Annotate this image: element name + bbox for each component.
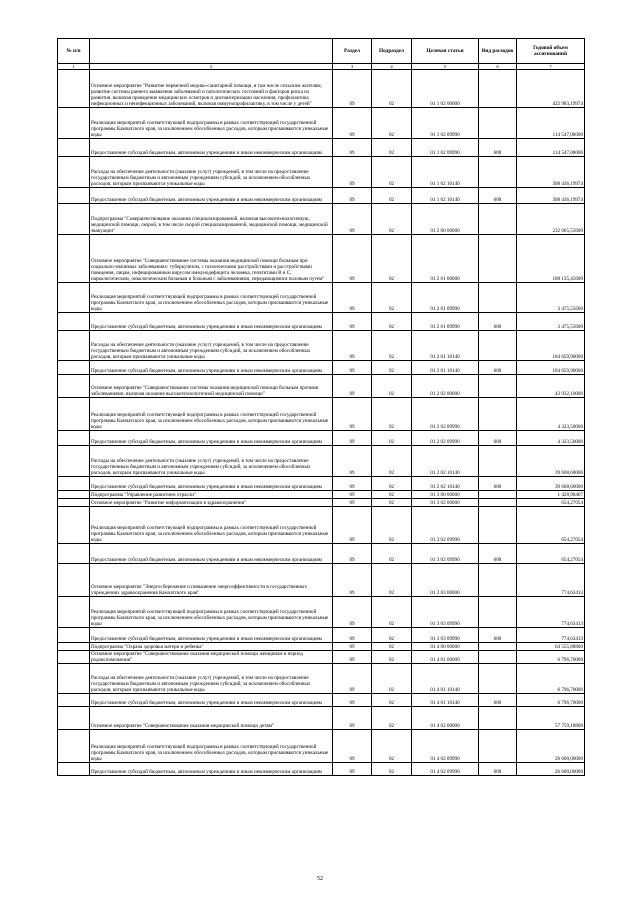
row-amount-cell: 57 759,18800 — [517, 707, 585, 730]
row-target-cell: 01 2 02 09990 — [412, 398, 479, 431]
row-target-cell: 01 3 02 00000 — [412, 499, 479, 507]
row-num-cell — [58, 139, 90, 157]
row-target-cell: 01 1 02 09990 — [412, 139, 479, 157]
row-expense-type-cell — [479, 157, 517, 188]
row-section-cell: 09 — [333, 331, 372, 361]
row-num-cell — [58, 694, 90, 707]
row-name-cell: Предоставление субсидий бюджетным, автономным учреждениям и иным некоммерческим организациям — [90, 544, 333, 564]
table-row — [58, 730, 585, 763]
row-expense-type-cell — [479, 507, 517, 544]
row-section-cell: 09 — [333, 313, 372, 331]
row-target-cell: 01 2 02 10140 — [412, 477, 479, 491]
table-row — [58, 361, 585, 375]
table-row — [58, 108, 585, 139]
row-target-cell: 01 2 02 10140 — [412, 446, 479, 477]
page-number: 52 — [317, 876, 323, 882]
row-expense-type-cell: 600 — [479, 694, 517, 707]
row-subsection-cell: 02 — [372, 544, 412, 564]
row-amount-cell: 64 555,88800 — [517, 643, 585, 651]
row-amount-cell: 39 608,60000 — [517, 477, 585, 491]
row-section-cell: 09 — [333, 108, 372, 139]
row-section-cell: 09 — [333, 499, 372, 507]
row-name-cell: Основное мероприятие "Совершенствование системы оказания медицинской помощи больным при социально-значимых заболеваниях: туберкулезом, с психическими расстройствами и расстройствами поведения, лицам, инфицированным вирусом иммунодефицита человека, гепатитами В и С, наркологическим, онкологическим больным и больным с заболеваниями, передающимися половым путем" — [90, 235, 333, 283]
row-expense-type-cell — [479, 707, 517, 730]
row-name-cell: Основное мероприятие "Совершенствование оказания медицинской помощи детям" — [90, 707, 333, 730]
table-row — [58, 664, 585, 694]
row-subsection-cell: 02 — [372, 499, 412, 507]
row-section-cell: 09 — [333, 491, 372, 499]
row-name-cell: Расходы на обеспечение деятельности (оказание услуг) учреждений, в том числе на предоставление государственным бюджетным и автономным учреждениям субсидий, за исключением обособленных расходов, которым присваиваются уникальные коды — [90, 664, 333, 694]
row-name-cell: Предоставление субсидий бюджетным, автономным учреждениям и иным некоммерческим организациям — [90, 628, 333, 643]
row-name-cell: Основное мероприятие "Развитие первичной медико-санитарной помощи, в том числе сельским жителям, развитие системы раннего выявления заболеваний и патологических состояний и факторов риска их развития, включая проведение медицинских осмотров и диспансеризации населения, профилактика инфекционных и неинфекционных заболеваний, включая иммунопрофилактику, в том числе у детей" — [90, 70, 333, 108]
table-row — [58, 628, 585, 643]
row-num-cell — [58, 664, 90, 694]
row-expense-type-cell — [479, 398, 517, 431]
row-amount-cell: 654,27054 — [517, 507, 585, 544]
row-num-cell — [58, 331, 90, 361]
row-section-cell: 09 — [333, 139, 372, 157]
header-target: Целевая статья — [412, 39, 479, 64]
row-subsection-cell: 02 — [372, 763, 412, 776]
row-target-cell: 01 4 01 00000 — [412, 651, 479, 664]
row-section-cell: 09 — [333, 361, 372, 375]
table-row — [58, 564, 585, 597]
row-num-cell — [58, 730, 90, 763]
row-section-cell: 09 — [333, 643, 372, 651]
row-subsection-cell: 02 — [372, 628, 412, 643]
row-name-cell: Расходы на обеспечение деятельности (оказание услуг) учреждений, в том числе на предоставление государственным бюджетным и автономным учреждениям субсидий, за исключением обособленных расходов, которым присваиваются уникальные коды — [90, 331, 333, 361]
row-subsection-cell: 02 — [372, 597, 412, 628]
row-num-cell — [58, 564, 90, 597]
row-section-cell: 09 — [333, 763, 372, 776]
row-amount-cell: 774,63413 — [517, 564, 585, 597]
row-amount-cell: 6 796,70000 — [517, 694, 585, 707]
row-target-cell: 01 4 00 00000 — [412, 643, 479, 651]
table-row — [58, 491, 585, 499]
table-row — [58, 694, 585, 707]
row-name-cell: Реализация мероприятий соответствующей подпрограммы в рамках соответствующей государственной программы Камчатского края, за исключением обособленных расходов, которым присваиваются уникальные коды — [90, 597, 333, 628]
row-amount-cell: 39 608,60000 — [517, 446, 585, 477]
row-expense-type-cell — [479, 446, 517, 477]
table-row — [58, 70, 585, 108]
header-section: Раздел — [333, 39, 372, 64]
row-expense-type-cell: 600 — [479, 477, 517, 491]
row-amount-cell: 4 323,50000 — [517, 398, 585, 431]
table-row — [58, 446, 585, 477]
row-expense-type-cell: 600 — [479, 544, 517, 564]
row-amount-cell: 184 659,90000 — [517, 361, 585, 375]
row-subsection-cell: 02 — [372, 283, 412, 313]
row-expense-type-cell: 600 — [479, 139, 517, 157]
row-subsection-cell: 02 — [372, 694, 412, 707]
row-name-cell: Основное мероприятие "Развитие информатизации в здравоохранении" — [90, 499, 333, 507]
table-row — [58, 707, 585, 730]
row-num-cell — [58, 204, 90, 235]
row-target-cell: 01 1 02 10140 — [412, 188, 479, 204]
row-name-cell: Предоставление субсидий бюджетным, автономным учреждениям и иным некоммерческим организациям — [90, 763, 333, 776]
row-num-cell — [58, 707, 90, 730]
row-subsection-cell: 02 — [372, 157, 412, 188]
row-name-cell: Подпрограмма "Совершенствование оказания специализированной, включая высокотехнологичную, медицинской помощи, скорой, в том числе скорой специализированной, медицинской помощи, медицинской эвакуации" — [90, 204, 333, 235]
row-name-cell: Предоставление субсидий бюджетным, автономным учреждениям и иным некоммерческим организациям — [90, 477, 333, 491]
row-amount-cell: 232 065,55600 — [517, 204, 585, 235]
row-name-cell: Основное мероприятие "Энергосбережение и повышение энергоэффективности в государственных учреждениях здравоохранения Камчатского края" — [90, 564, 333, 597]
row-section-cell: 09 — [333, 375, 372, 398]
row-target-cell: 01 1 02 10140 — [412, 157, 479, 188]
row-section-cell: 09 — [333, 664, 372, 694]
row-amount-cell: 114 547,00000 — [517, 139, 585, 157]
row-num-cell — [58, 188, 90, 204]
row-amount-cell: 308 436,19974 — [517, 157, 585, 188]
row-target-cell: 01 2 01 09990 — [412, 283, 479, 313]
row-amount-cell: 422 983,19974 — [517, 70, 585, 108]
row-expense-type-cell — [479, 70, 517, 108]
table-row — [58, 544, 585, 564]
row-subsection-cell: 02 — [372, 331, 412, 361]
row-target-cell: 01 1 02 09990 — [412, 108, 479, 139]
table-header-row — [58, 39, 585, 64]
row-amount-cell: 26 600,00000 — [517, 763, 585, 776]
column-number: 2 — [90, 64, 333, 70]
row-amount-cell: 43 932,10000 — [517, 375, 585, 398]
row-num-cell — [58, 313, 90, 331]
row-num-cell — [58, 628, 90, 643]
row-subsection-cell: 02 — [372, 398, 412, 431]
row-subsection-cell: 02 — [372, 431, 412, 446]
row-name-cell: Подпрограмма "Управление развитием отрасли" — [90, 491, 333, 499]
row-expense-type-cell — [479, 204, 517, 235]
table-row — [58, 431, 585, 446]
row-num-cell — [58, 597, 90, 628]
row-name-cell: Предоставление субсидий бюджетным, автономным учреждениям и иным некоммерческим организациям — [90, 431, 333, 446]
row-subsection-cell: 02 — [372, 108, 412, 139]
row-expense-type-cell — [479, 597, 517, 628]
row-subsection-cell: 02 — [372, 477, 412, 491]
row-expense-type-cell — [479, 643, 517, 651]
row-name-cell: Реализация мероприятий соответствующей подпрограммы в рамках соответствующей государственной программы Камчатского края, за исключением обособленных расходов, которым присваиваются уникальные коды — [90, 283, 333, 313]
row-amount-cell: 184 659,90000 — [517, 331, 585, 361]
row-subsection-cell: 02 — [372, 204, 412, 235]
row-amount-cell: 6 796,70000 — [517, 651, 585, 664]
row-amount-cell: 3 475,55600 — [517, 313, 585, 331]
column-number: 3 — [333, 64, 372, 70]
row-num-cell — [58, 235, 90, 283]
row-section-cell: 09 — [333, 707, 372, 730]
row-subsection-cell: 02 — [372, 730, 412, 763]
row-target-cell: 01 2 02 00000 — [412, 375, 479, 398]
row-subsection-cell: 02 — [372, 446, 412, 477]
row-section-cell: 09 — [333, 651, 372, 664]
table-row — [58, 643, 585, 651]
row-section-cell: 09 — [333, 694, 372, 707]
row-subsection-cell: 02 — [372, 70, 412, 108]
row-name-cell: Реализация мероприятий соответствующей подпрограммы в рамках соответствующей государственной программы Камчатского края, за исключением обособленных расходов, которым присваиваются уникальные коды — [90, 730, 333, 763]
row-subsection-cell: 02 — [372, 664, 412, 694]
row-num-cell — [58, 446, 90, 477]
row-num-cell — [58, 431, 90, 446]
row-target-cell: 01 1 02 00000 — [412, 70, 479, 108]
table-row — [58, 157, 585, 188]
row-amount-cell: 774,63413 — [517, 628, 585, 643]
row-target-cell: 01 4 01 10140 — [412, 694, 479, 707]
row-expense-type-cell — [479, 651, 517, 664]
row-num-cell — [58, 491, 90, 499]
column-number: 1 — [58, 64, 90, 70]
table-row — [58, 499, 585, 507]
row-amount-cell: 3 475,55600 — [517, 283, 585, 313]
row-subsection-cell: 02 — [372, 313, 412, 331]
row-expense-type-cell: 600 — [479, 313, 517, 331]
row-expense-type-cell — [479, 331, 517, 361]
header-num: № п/п — [58, 39, 90, 64]
row-num-cell — [58, 651, 90, 664]
row-section-cell: 09 — [333, 398, 372, 431]
row-expense-type-cell — [479, 283, 517, 313]
row-expense-type-cell: 600 — [479, 361, 517, 375]
header-subsection: Подраздел — [372, 39, 412, 64]
row-amount-cell: 774,63413 — [517, 597, 585, 628]
table-row — [58, 139, 585, 157]
table-row — [58, 507, 585, 544]
row-target-cell: 01 2 01 00000 — [412, 235, 479, 283]
row-subsection-cell: 02 — [372, 564, 412, 597]
header-expense-type: Вид расходов — [479, 39, 517, 64]
row-amount-cell: 26 600,00000 — [517, 730, 585, 763]
row-section-cell: 09 — [333, 477, 372, 491]
row-name-cell: Основное мероприятие "Совершенствование оказания медицинской помощи женщинам в период родовспоможения" — [90, 651, 333, 664]
row-name-cell: Реализация мероприятий соответствующей подпрограммы в рамках соответствующей государственной программы Камчатского края, за исключением обособленных расходов, которым присваиваются уникальные коды — [90, 108, 333, 139]
budget-page — [57, 38, 584, 776]
row-expense-type-cell: 600 — [479, 188, 517, 204]
table-row — [58, 188, 585, 204]
column-number: 7 — [517, 64, 585, 70]
header-name — [90, 39, 333, 64]
row-amount-cell: 4 323,50000 — [517, 431, 585, 446]
row-section-cell: 09 — [333, 446, 372, 477]
row-amount-cell: 654,27054 — [517, 499, 585, 507]
row-amount-cell: 6 796,70000 — [517, 664, 585, 694]
table-row — [58, 313, 585, 331]
row-expense-type-cell — [479, 235, 517, 283]
row-num-cell — [58, 157, 90, 188]
row-section-cell: 09 — [333, 544, 372, 564]
row-target-cell: 01 3 02 09990 — [412, 507, 479, 544]
row-expense-type-cell: 600 — [479, 431, 517, 446]
row-name-cell: Основное мероприятие "Совершенствование системы оказания медицинской помощи больным прочими заболеваниями, включая оказание высокотехнологичной медицинской помощи" — [90, 375, 333, 398]
table-row — [58, 763, 585, 776]
column-number: 6 — [479, 64, 517, 70]
row-name-cell: Реализация мероприятий соответствующей подпрограммы в рамках соответствующей государственной программы Камчатского края, за исключением обособленных расходов, которым присваиваются уникальные коды — [90, 507, 333, 544]
row-target-cell: 01 4 02 09990 — [412, 763, 479, 776]
row-num-cell — [58, 643, 90, 651]
row-num-cell — [58, 108, 90, 139]
row-target-cell: 01 4 02 09990 — [412, 730, 479, 763]
row-name-cell: Подпрограмма "Охрана здоровья матери и ребенка" — [90, 643, 333, 651]
row-section-cell: 09 — [333, 730, 372, 763]
table-row — [58, 375, 585, 398]
row-target-cell: 01 3 03 09990 — [412, 597, 479, 628]
row-amount-cell: 654,27054 — [517, 544, 585, 564]
row-target-cell: 01 3 03 00000 — [412, 564, 479, 597]
row-expense-type-cell — [479, 491, 517, 499]
row-section-cell: 09 — [333, 188, 372, 204]
row-section-cell: 09 — [333, 70, 372, 108]
row-expense-type-cell — [479, 664, 517, 694]
row-target-cell: 01 2 02 09990 — [412, 431, 479, 446]
row-subsection-cell: 02 — [372, 491, 412, 499]
row-target-cell: 01 3 03 09990 — [412, 628, 479, 643]
row-subsection-cell: 02 — [372, 139, 412, 157]
row-name-cell: Предоставление субсидий бюджетным, автономным учреждениям и иным некоммерческим организациям — [90, 139, 333, 157]
row-expense-type-cell — [479, 564, 517, 597]
row-subsection-cell: 02 — [372, 235, 412, 283]
row-expense-type-cell — [479, 375, 517, 398]
row-expense-type-cell — [479, 499, 517, 507]
row-target-cell: 01 3 02 09990 — [412, 544, 479, 564]
row-expense-type-cell: 600 — [479, 628, 517, 643]
row-num-cell — [58, 283, 90, 313]
row-subsection-cell: 02 — [372, 507, 412, 544]
row-expense-type-cell — [479, 108, 517, 139]
table-row — [58, 331, 585, 361]
row-name-cell: Расходы на обеспечение деятельности (оказание услуг) учреждений, в том числе на предоставление государственным бюджетным и автономным учреждениям субсидий, за исключением обособленных расходов, которым присваиваются уникальные коды — [90, 446, 333, 477]
table-row — [58, 204, 585, 235]
row-subsection-cell: 02 — [372, 375, 412, 398]
row-target-cell: 01 2 01 10140 — [412, 361, 479, 375]
table-row — [58, 477, 585, 491]
row-num-cell — [58, 507, 90, 544]
row-name-cell: Реализация мероприятий соответствующей подпрограммы в рамках соответствующей государственной программы Камчатского края, за исключением обособленных расходов, которым присваиваются уникальные коды — [90, 398, 333, 431]
row-num-cell — [58, 477, 90, 491]
row-target-cell: 01 2 01 09990 — [412, 313, 479, 331]
row-section-cell: 09 — [333, 628, 372, 643]
table-row — [58, 398, 585, 431]
row-name-cell: Предоставление субсидий бюджетным, автономным учреждениям и иным некоммерческим организациям — [90, 313, 333, 331]
row-target-cell: 01 2 01 10140 — [412, 331, 479, 361]
row-subsection-cell: 02 — [372, 707, 412, 730]
table-row — [58, 651, 585, 664]
table-row — [58, 283, 585, 313]
row-amount-cell: 114 547,00000 — [517, 108, 585, 139]
row-target-cell: 01 2 00 00000 — [412, 204, 479, 235]
table-row — [58, 597, 585, 628]
row-section-cell: 09 — [333, 431, 372, 446]
row-section-cell: 09 — [333, 235, 372, 283]
row-num-cell — [58, 763, 90, 776]
row-section-cell: 09 — [333, 597, 372, 628]
row-num-cell — [58, 375, 90, 398]
row-num-cell — [58, 361, 90, 375]
row-num-cell — [58, 544, 90, 564]
row-section-cell: 09 — [333, 283, 372, 313]
row-section-cell: 09 — [333, 507, 372, 544]
header-annual: Годовой объем ассигнований — [517, 39, 585, 64]
row-name-cell: Расходы на обеспечение деятельности (оказание услуг) учреждений, в том числе на предоставление государственным бюджетным и автономным учреждениям субсидий, за исключением обособленных расходов, которым присваиваются уникальные коды — [90, 157, 333, 188]
row-name-cell: Предоставление субсидий бюджетным, автономным учреждениям и иным некоммерческим организациям — [90, 188, 333, 204]
row-target-cell: 01 4 02 00000 — [412, 707, 479, 730]
column-number: 4 — [372, 64, 412, 70]
table-body — [58, 70, 585, 776]
row-section-cell: 09 — [333, 204, 372, 235]
row-expense-type-cell — [479, 730, 517, 763]
row-amount-cell: 1 428,90467 — [517, 491, 585, 499]
row-section-cell: 09 — [333, 564, 372, 597]
row-amount-cell: 188 135,45600 — [517, 235, 585, 283]
row-subsection-cell: 02 — [372, 361, 412, 375]
row-expense-type-cell: 600 — [479, 763, 517, 776]
row-subsection-cell: 02 — [372, 651, 412, 664]
row-section-cell: 09 — [333, 157, 372, 188]
budget-table — [57, 38, 585, 776]
row-subsection-cell: 02 — [372, 188, 412, 204]
row-name-cell: Предоставление субсидий бюджетным, автономным учреждениям и иным некоммерческим организациям — [90, 361, 333, 375]
column-number: 5 — [412, 64, 479, 70]
row-target-cell: 01 3 00 00000 — [412, 491, 479, 499]
table-row — [58, 235, 585, 283]
row-amount-cell: 308 436,19974 — [517, 188, 585, 204]
row-name-cell: Предоставление субсидий бюджетным, автономным учреждениям и иным некоммерческим организациям — [90, 694, 333, 707]
row-num-cell — [58, 70, 90, 108]
row-num-cell — [58, 499, 90, 507]
row-num-cell — [58, 398, 90, 431]
row-target-cell: 01 4 01 10140 — [412, 664, 479, 694]
row-subsection-cell: 02 — [372, 643, 412, 651]
